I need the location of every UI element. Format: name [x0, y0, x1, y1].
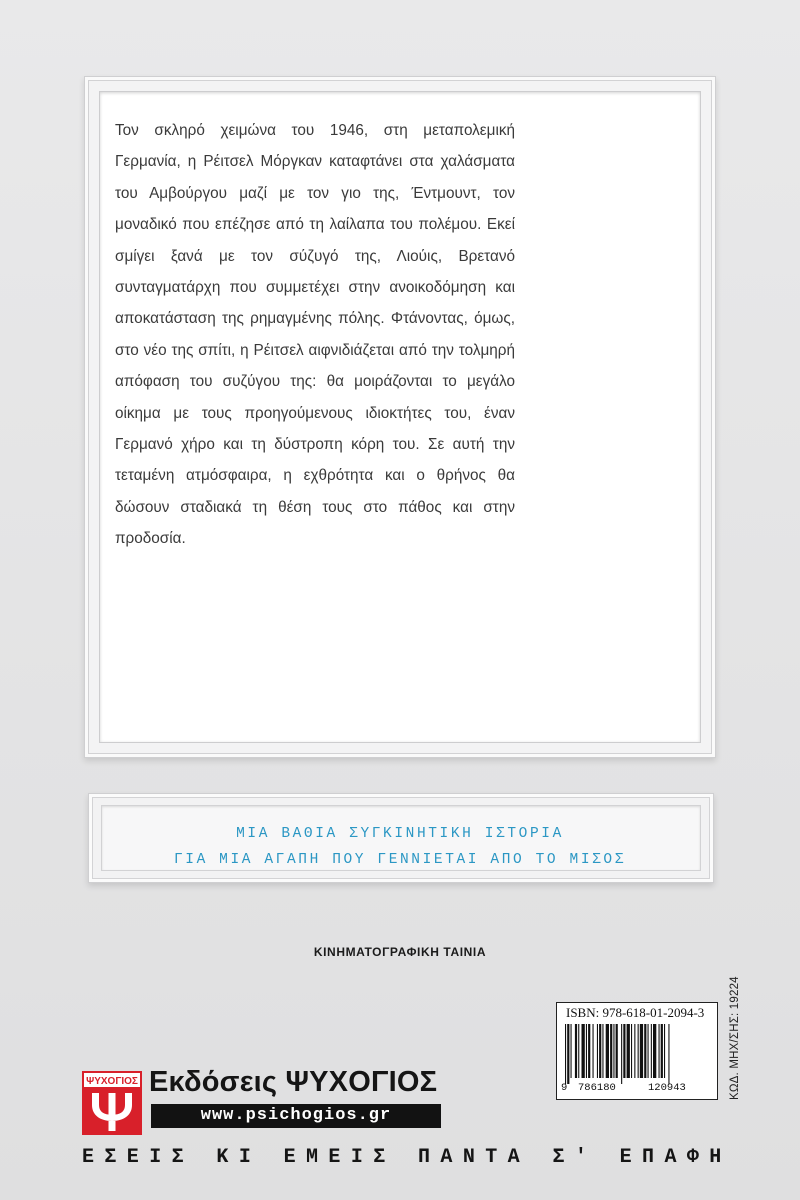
barcode-bar [567, 1024, 569, 1084]
barcode-bar [602, 1024, 603, 1078]
synopsis-text: Τον σκληρό χειμώνα του 1946, στη μεταπολεμική Γερμανία, η Ρέιτσελ Μόργκαν καταφτάνει στα χαλάσματα του Αμβούργου μαζί με τον γιο της, Έντμουντ, τον μοναδικό που επέζησε από τη λαίλαπα του πολέμου. Εκεί σμίγει ξανά με τον σύζυγό της, Λιούις, Βρετανό συνταγματάρχη που συμμετέχει στην ανοικοδόμηση και αποκατάσταση της ρημαγμένης πόλης. Φτάνοντας, όμως, στο νέο της σπίτι, η Ρέιτσελ αιφνιδιάζεται από την τολμηρή απόφαση του συζύγου της: θα μοιράζονται το μεγάλο οίκημα με τους προηγούμενους ιδιοκτήτες του, έναν Γερμανό χήρο και τη δύστροπη κόρη του. Σε αυτή την τεταμένη ατμόσφαιρα, η εχθρότητα και ο θρήνος θα δώσουν σταδιακά τη θέση τους στο πάθος και στην προδοσία. [115, 122, 515, 548]
barcode-digits-right: 120943 [648, 1082, 686, 1094]
product-code: ΚΩΔ. ΜΗΧ/ΣΗΣ: 19224 [729, 976, 741, 1100]
barcode-bars [563, 1024, 709, 1086]
barcode-bar [623, 1024, 625, 1078]
barcode-bar [651, 1024, 652, 1078]
barcode-bar [586, 1024, 587, 1078]
barcode-bar [627, 1024, 630, 1078]
barcode-digits-left: 786180 [578, 1082, 616, 1094]
barcode-bar [588, 1024, 590, 1078]
barcode-bar [578, 1024, 579, 1078]
barcode-bar [597, 1024, 598, 1078]
barcode-bar [640, 1024, 643, 1078]
barcode-bar [664, 1024, 665, 1078]
barcode-bar [648, 1024, 649, 1078]
barcode-digit-first: 9 [561, 1082, 568, 1094]
publisher-name: Εκδόσεις ΨΥΧΟΓΙΟΣ [149, 1066, 438, 1098]
barcode-bar [616, 1024, 618, 1078]
barcode-bar [575, 1024, 577, 1078]
barcode-bar [644, 1024, 646, 1078]
barcode-bar [613, 1024, 614, 1078]
barcode-bar [668, 1024, 669, 1084]
barcode-bar [653, 1024, 656, 1078]
barcode-bar [610, 1024, 612, 1078]
barcode-bar [621, 1024, 622, 1084]
barcode-bar [593, 1024, 594, 1078]
logo-wordmark: ΨΥΧΟΓΙΟΣ [86, 1076, 138, 1087]
barcode-bar [599, 1024, 601, 1078]
barcode-bar [634, 1024, 635, 1078]
barcode-bar [582, 1024, 585, 1078]
barcode-bar [659, 1024, 660, 1078]
tagline-line-1: ΜΙΑ ΒΑΘΙΑ ΣΥΓΚΙΝΗΤΙΚΗ ΙΣΤΟΡΙΑ [236, 826, 564, 842]
barcode-bar [606, 1024, 609, 1078]
publisher-slogan: ΕΣΕΙΣ ΚΙ ΕΜΕΙΣ ΠΑΝΤΑ Σ' ΕΠΑΦΗ [82, 1146, 732, 1169]
barcode-bar [565, 1024, 566, 1084]
isbn-text: ISBN: 978-618-01-2094-3 [566, 1005, 705, 1020]
barcode-bar [638, 1024, 639, 1078]
publisher-logo-text [82, 1073, 142, 1087]
film-tie-in-label: ΚΙΝΗΜΑΤΟΓΡΑΦΙΚΗ ΤΑΙΝΙΑ [313, 945, 487, 959]
barcode-bar [631, 1024, 632, 1078]
tagline-line-2: ΓΙΑ ΜΙΑ ΑΓΑΠΗ ΠΟΥ ΓΕΝΝΙΕΤΑΙ ΑΠΟ ΤΟ ΜΙΣΟΣ [173, 852, 627, 868]
barcode-bar [661, 1024, 663, 1078]
barcode-bar [571, 1024, 572, 1078]
publisher-url[interactable]: www.psichogios.gr [151, 1104, 441, 1128]
